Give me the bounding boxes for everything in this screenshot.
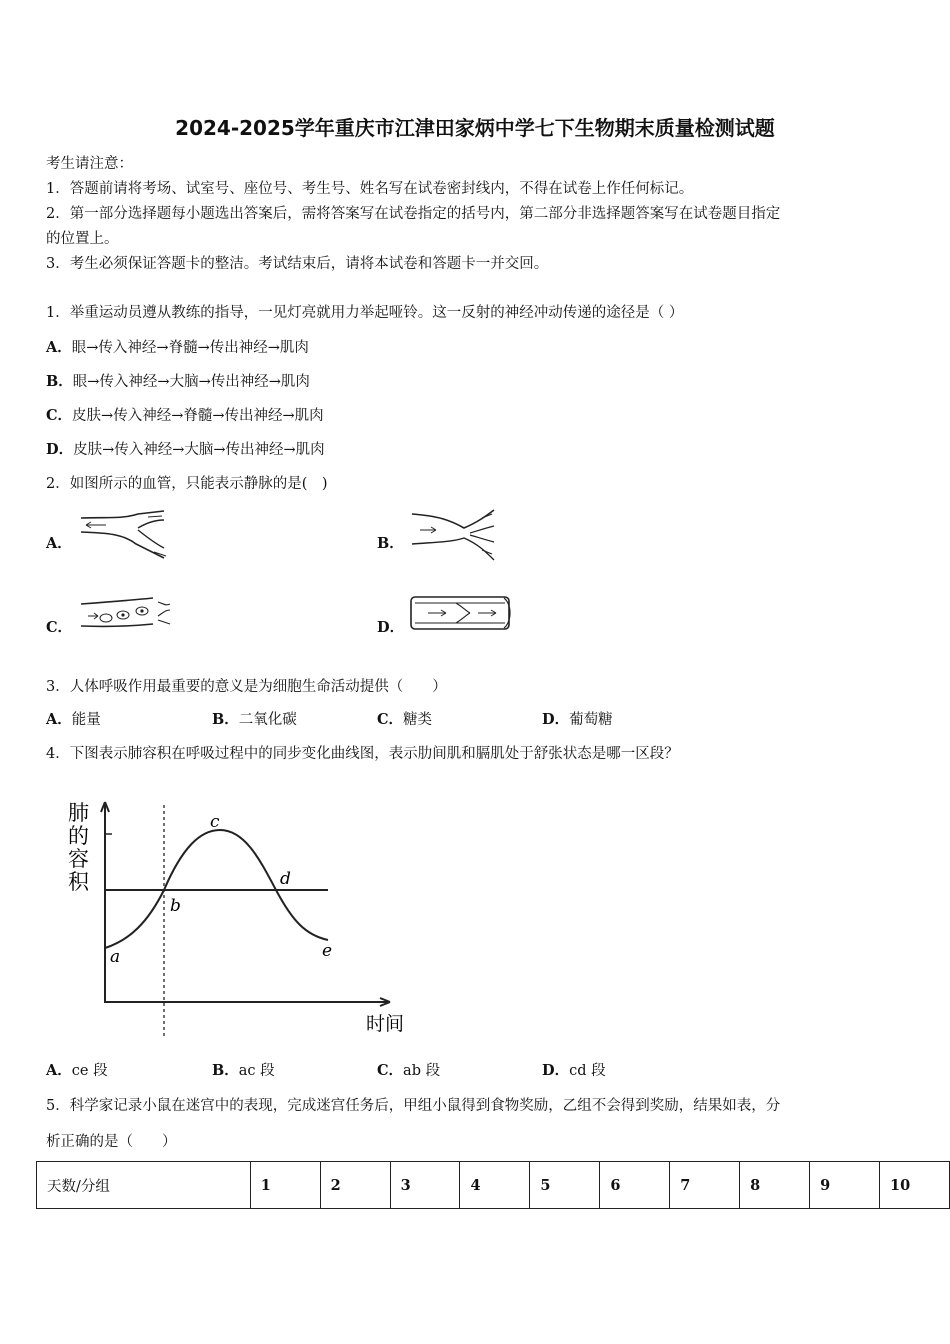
point-label-b: b (170, 896, 181, 916)
notice-item: 2．第一部分选择题每小题选出答案后，需将答案写在试卷指定的括号内，第二部分非选择题答案写在试卷题目指定 (46, 206, 781, 222)
q5-stem-line2: 析正确的是（ ） (46, 1134, 177, 1150)
notice-item: 1．答题前请将考场、试室号、座位号、考生号、姓名写在试卷密封线内，不得在试卷上作任何标记。 (46, 181, 694, 197)
q3-option-c: C．糖类 (377, 711, 433, 728)
notice-item: 的位置上。 (46, 231, 119, 247)
q1-stem: 1．举重运动员遵从教练的指导，一见灯亮就用力举起哑铃。这一反射的神经冲动传递的途径是（ ） (46, 305, 684, 321)
table-header-cell: 天数/分组 (37, 1162, 251, 1209)
q2-option-d: D． (377, 619, 405, 636)
vessel-diagram-b (408, 506, 500, 564)
table-header-cell: 10 (880, 1162, 950, 1209)
vessel-diagram-a (78, 508, 170, 564)
table-header-cell: 6 (600, 1162, 670, 1209)
q3-option-a: A．能量 (46, 711, 101, 728)
table-header-cell: 8 (740, 1162, 810, 1209)
graph-axes (105, 802, 390, 1002)
table-header-cell: 2 (320, 1162, 390, 1209)
q4-option-b: B．ac 段 (212, 1062, 275, 1079)
q2-stem: 2．如图所示的血管，只能表示静脉的是( ) (46, 476, 328, 492)
q1-option-b: B．眼→传入神经→大脑→传出神经→肌肉 (46, 373, 310, 390)
table-header-cell: 7 (670, 1162, 740, 1209)
q5-results-table (36, 1161, 950, 1209)
q1-option-a: A．眼→传入神经→脊髓→传出神经→肌肉 (46, 339, 309, 356)
q1-option-c: C．皮肤→传入神经→脊髓→传出神经→肌肉 (46, 407, 324, 424)
table-header-cell: 3 (390, 1162, 460, 1209)
notice-item: 3．考生必须保证答题卡的整洁。考试结束后，请将本试卷和答题卡一并交回。 (46, 256, 549, 272)
page-title: 2024-2025学年重庆市江津田家炳中学七下生物期末质量检测试题 (175, 116, 775, 140)
q3-option-b: B．二氧化碳 (212, 711, 297, 728)
table-header-cell: 4 (460, 1162, 530, 1209)
point-label-c: c (210, 812, 220, 832)
table-row (37, 1162, 950, 1209)
table-header-cell: 5 (530, 1162, 600, 1209)
q2-option-a: A． (46, 535, 72, 552)
q3-option-d: D．葡萄糖 (542, 711, 613, 728)
vessel-diagram-c (78, 594, 174, 634)
notice-heading: 考生请注意： (46, 156, 133, 172)
q3-stem: 3．人体呼吸作用最重要的意义是为细胞生命活动提供（ ） (46, 679, 447, 695)
q2-option-b: B． (377, 535, 404, 552)
vessel-diagram-d (408, 594, 514, 634)
q4-option-c: C．ab 段 (377, 1062, 441, 1079)
graph-ylabel: 肺的容积 (68, 801, 89, 894)
table-header-cell: 1 (250, 1162, 320, 1209)
point-label-a: a (110, 947, 121, 967)
lung-volume-graph (60, 790, 420, 1040)
graph-xlabel: 时间 (366, 1013, 405, 1035)
q4-stem: 4．下图表示肺容积在呼吸过程中的同步变化曲线图，表示肋间肌和膈肌处于舒张状态是哪一区段？ (46, 746, 679, 762)
q4-option-a: A．ce 段 (46, 1062, 108, 1079)
q5-stem-line1: 5．科学家记录小鼠在迷宫中的表现，完成迷宫任务后，甲组小鼠得到食物奖励，乙组不会得到奖励，结果如表，分 (46, 1098, 781, 1114)
q2-option-c: C． (46, 619, 73, 636)
table-header-cell: 9 (810, 1162, 880, 1209)
point-label-e: e (322, 941, 333, 961)
point-label-d: d (280, 869, 291, 889)
q1-option-d: D．皮肤→传入神经→大脑→传出神经→肌肉 (46, 441, 325, 458)
q4-option-d: D．cd 段 (542, 1062, 606, 1079)
